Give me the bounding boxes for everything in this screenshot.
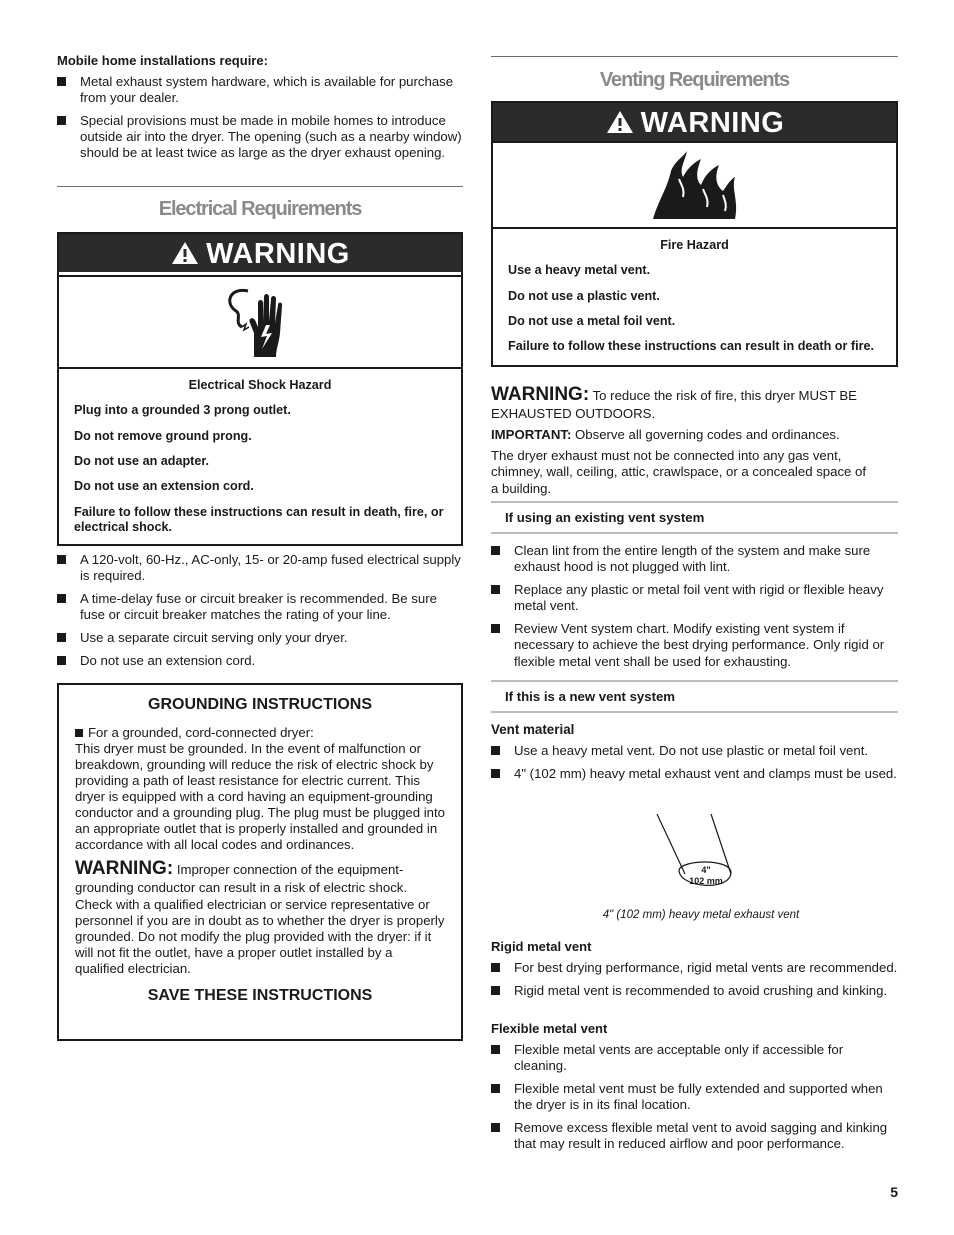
flexible-vent-section (491, 1021, 898, 1159)
flexible-vent-list (491, 1042, 898, 1153)
new-vent-heading: If this is a new vent system (491, 680, 898, 713)
vent-diagram-caption: 4" (102 mm) heavy metal exhaust vent (602, 909, 800, 921)
list-item (491, 582, 898, 614)
list-item (491, 1120, 898, 1152)
list-item-text: 4" (102 mm) heavy metal exhaust vent and clamps must be used. (514, 766, 897, 782)
electrical-list (57, 552, 463, 677)
bullet-icon (491, 769, 500, 778)
list-item (491, 743, 898, 759)
list-item (491, 1081, 898, 1113)
venting-warning-box (491, 101, 898, 367)
list-item (491, 1042, 898, 1074)
hazard-title: Fire Hazard (660, 238, 729, 252)
section-divider (57, 186, 463, 187)
vent-material-list (491, 743, 898, 782)
fire-hazard-picture (493, 141, 896, 229)
save-instructions-footer: SAVE THESE INSTRUCTIONS (147, 987, 373, 1004)
mobile-home-section (57, 53, 463, 168)
bullet-icon (491, 1084, 500, 1093)
important-text: Observe all governing codes and ordinances. (575, 427, 840, 443)
grounding-intro: For a grounded, cord-connected dryer: (88, 724, 314, 740)
warning-line: Do not use a metal foil vent. (508, 314, 676, 329)
venting-warning-text: To reduce the risk of fire, this dryer MUST BE EXHAUSTED OUTDOORS. (491, 388, 857, 422)
grounding-warning-text: Improper connection of the equipment-grounding conductor can result in a risk of electric shock. Check with a qualified electrician or service representative or personnel if you are in doubt as to whether the dryer is properly grounded. Do not modify the plug provided with the dryer: if it will not fit the outlet, have a proper outlet installed by a qualified electrician. (75, 862, 445, 976)
list-item (57, 113, 463, 161)
bullet-icon (491, 963, 500, 972)
list-item (491, 960, 898, 976)
list-item-text: Review Vent system chart. Modify existing vent system if necessary to achieve the best drying performance. Only rigid or flexible metal vent shall be used for exhausting. (514, 621, 885, 669)
warning-label: WARNING (640, 107, 785, 139)
warning-line: Plug into a grounded 3 prong outlet. (74, 403, 291, 418)
vent-diagram-label (681, 865, 731, 887)
section-divider (491, 56, 898, 57)
flexible-vent-heading: Flexible metal vent (491, 1021, 608, 1036)
exhaust-note: The dryer exhaust must not be connected into any gas vent, chimney, wall, ceiling, attic, crawlspace, or a concealed space of a building. (491, 448, 867, 496)
list-item-text: Flexible metal vent must be fully extended and supported when the dryer is in its final location. (514, 1081, 883, 1113)
rigid-vent-heading: Rigid metal vent (491, 939, 592, 954)
list-item-text: A time-delay fuse or circuit breaker is recommended. Be sure fuse or circuit breaker matches the rating of your line. (80, 591, 437, 623)
warning-header (59, 234, 461, 272)
warning-line: Do not use a plastic vent. (508, 288, 660, 303)
list-item-text: Clean lint from the entire length of the system and make sure exhaust hood is not plugged with lint. (514, 543, 871, 575)
shock-hazard-picture (59, 275, 461, 369)
page-number: 5 (890, 1184, 898, 1200)
list-item (491, 621, 898, 669)
list-item-text: Do not use an extension cord. (80, 653, 256, 669)
list-item-text: Rigid metal vent is recommended to avoid crushing and kinking. (514, 982, 888, 998)
warning-line: Use a heavy metal vent. (508, 263, 651, 278)
grounding-body: This dryer must be grounded. In the event of malfunction or breakdown, grounding will reduce the risk of electric shock by providing a path of least resistance for electric current. This dryer is equipped with a cord having an equipment-grounding conductor and a grounding plug. The plug must be plugged into an appropriate outlet that is properly installed and grounded in accordance with all local codes and ordinances. (75, 740, 446, 853)
existing-vent-heading: If using an existing vent system (491, 501, 898, 534)
grounding-intro-line (75, 725, 445, 741)
bullet-icon (57, 555, 66, 564)
venting-warning-paragraph (491, 383, 898, 422)
bullet-icon (57, 77, 66, 86)
bullet-icon (491, 585, 500, 594)
rigid-vent-section (491, 939, 898, 1006)
vent-material-section (491, 722, 898, 790)
list-item (491, 766, 898, 782)
venting-notes (491, 383, 898, 497)
list-item (491, 983, 898, 999)
bullet-icon (491, 1123, 500, 1132)
warning-line: Do not remove ground prong. (74, 428, 252, 443)
list-item (491, 543, 898, 575)
warning-label: WARNING (206, 238, 350, 270)
bullet-icon (491, 1045, 500, 1054)
list-item-text: Metal exhaust system hardware, which is available for purchase from your dealer. (80, 73, 454, 105)
warning-triangle-icon (605, 109, 635, 135)
electric-shock-hand-icon (220, 283, 300, 363)
venting-warning-word: WARNING: (491, 384, 590, 405)
list-item-text: Special provisions must be made in mobile homes to introduce outside air into the dryer. The opening (such as a nearby window) should be at least twice as large as the dryer exhaust opening. (80, 113, 462, 161)
bullet-icon (57, 116, 66, 125)
bullet-icon (491, 986, 500, 995)
list-item (57, 591, 463, 623)
list-item-text: Use a separate circuit serving only your dryer. (80, 630, 348, 646)
bullet-icon (57, 633, 66, 642)
list-item (57, 653, 463, 669)
rigid-vent-list (491, 960, 898, 999)
warning-line: Do not use an extension cord. (74, 479, 254, 494)
list-item (57, 74, 463, 106)
bullet-icon (491, 624, 500, 633)
electrical-requirements-title: Electrical Requirements (158, 198, 362, 220)
grounding-title: GROUNDING INSTRUCTIONS (148, 696, 372, 713)
warning-line: Do not use an adapter. (74, 454, 210, 469)
warning-line: Failure to follow these instructions can result in death or fire. (508, 339, 874, 354)
vent-diagram (651, 812, 741, 898)
mobile-home-heading: Mobile home installations require: (57, 53, 268, 68)
electrical-warning-box (57, 232, 463, 546)
bullet-icon (57, 656, 66, 665)
list-item-text: Use a heavy metal vent. Do not use plastic or metal foil vent. (514, 743, 869, 759)
venting-warning-text (493, 229, 896, 365)
grounding-instructions-box (57, 683, 463, 1041)
list-item-text: Replace any plastic or metal foil vent with rigid or flexible heavy metal vent. (514, 582, 884, 614)
vent-diameter-inches: 4" (701, 865, 711, 875)
list-item (57, 630, 463, 646)
list-item (57, 552, 463, 584)
fire-flame-icon (649, 149, 741, 221)
grounding-warning-paragraph (75, 857, 445, 977)
existing-vent-list (491, 543, 898, 677)
list-item-text: Remove excess flexible metal vent to avoid sagging and kinking that may result in reduced airflow and poor performance. (514, 1120, 888, 1152)
vent-diameter-mm: 102 mm (689, 876, 723, 886)
important-paragraph (491, 427, 898, 443)
warning-header (493, 103, 896, 141)
vent-material-heading: Vent material (491, 722, 575, 737)
warning-line: Failure to follow these instructions can result in death, fire, or electrical shock. (74, 504, 444, 535)
bullet-icon (491, 746, 500, 755)
list-item-text: Flexible metal vents are acceptable only if accessible for cleaning. (514, 1041, 844, 1073)
electrical-warning-text (59, 369, 461, 544)
bullet-icon (57, 594, 66, 603)
list-item-text: For best drying performance, rigid metal vents are recommended. (514, 959, 898, 975)
important-label: IMPORTANT: (491, 427, 572, 443)
bullet-icon (491, 546, 500, 555)
grounding-warning-word: WARNING: (75, 858, 174, 880)
bullet-icon (75, 729, 83, 737)
hazard-title: Electrical Shock Hazard (188, 378, 332, 392)
list-item-text: A 120-volt, 60-Hz., AC-only, 15- or 20-amp fused electrical supply is required. (80, 552, 461, 584)
warning-triangle-icon (170, 240, 200, 266)
venting-requirements-title: Venting Requirements (599, 69, 790, 91)
mobile-home-list (57, 74, 463, 161)
